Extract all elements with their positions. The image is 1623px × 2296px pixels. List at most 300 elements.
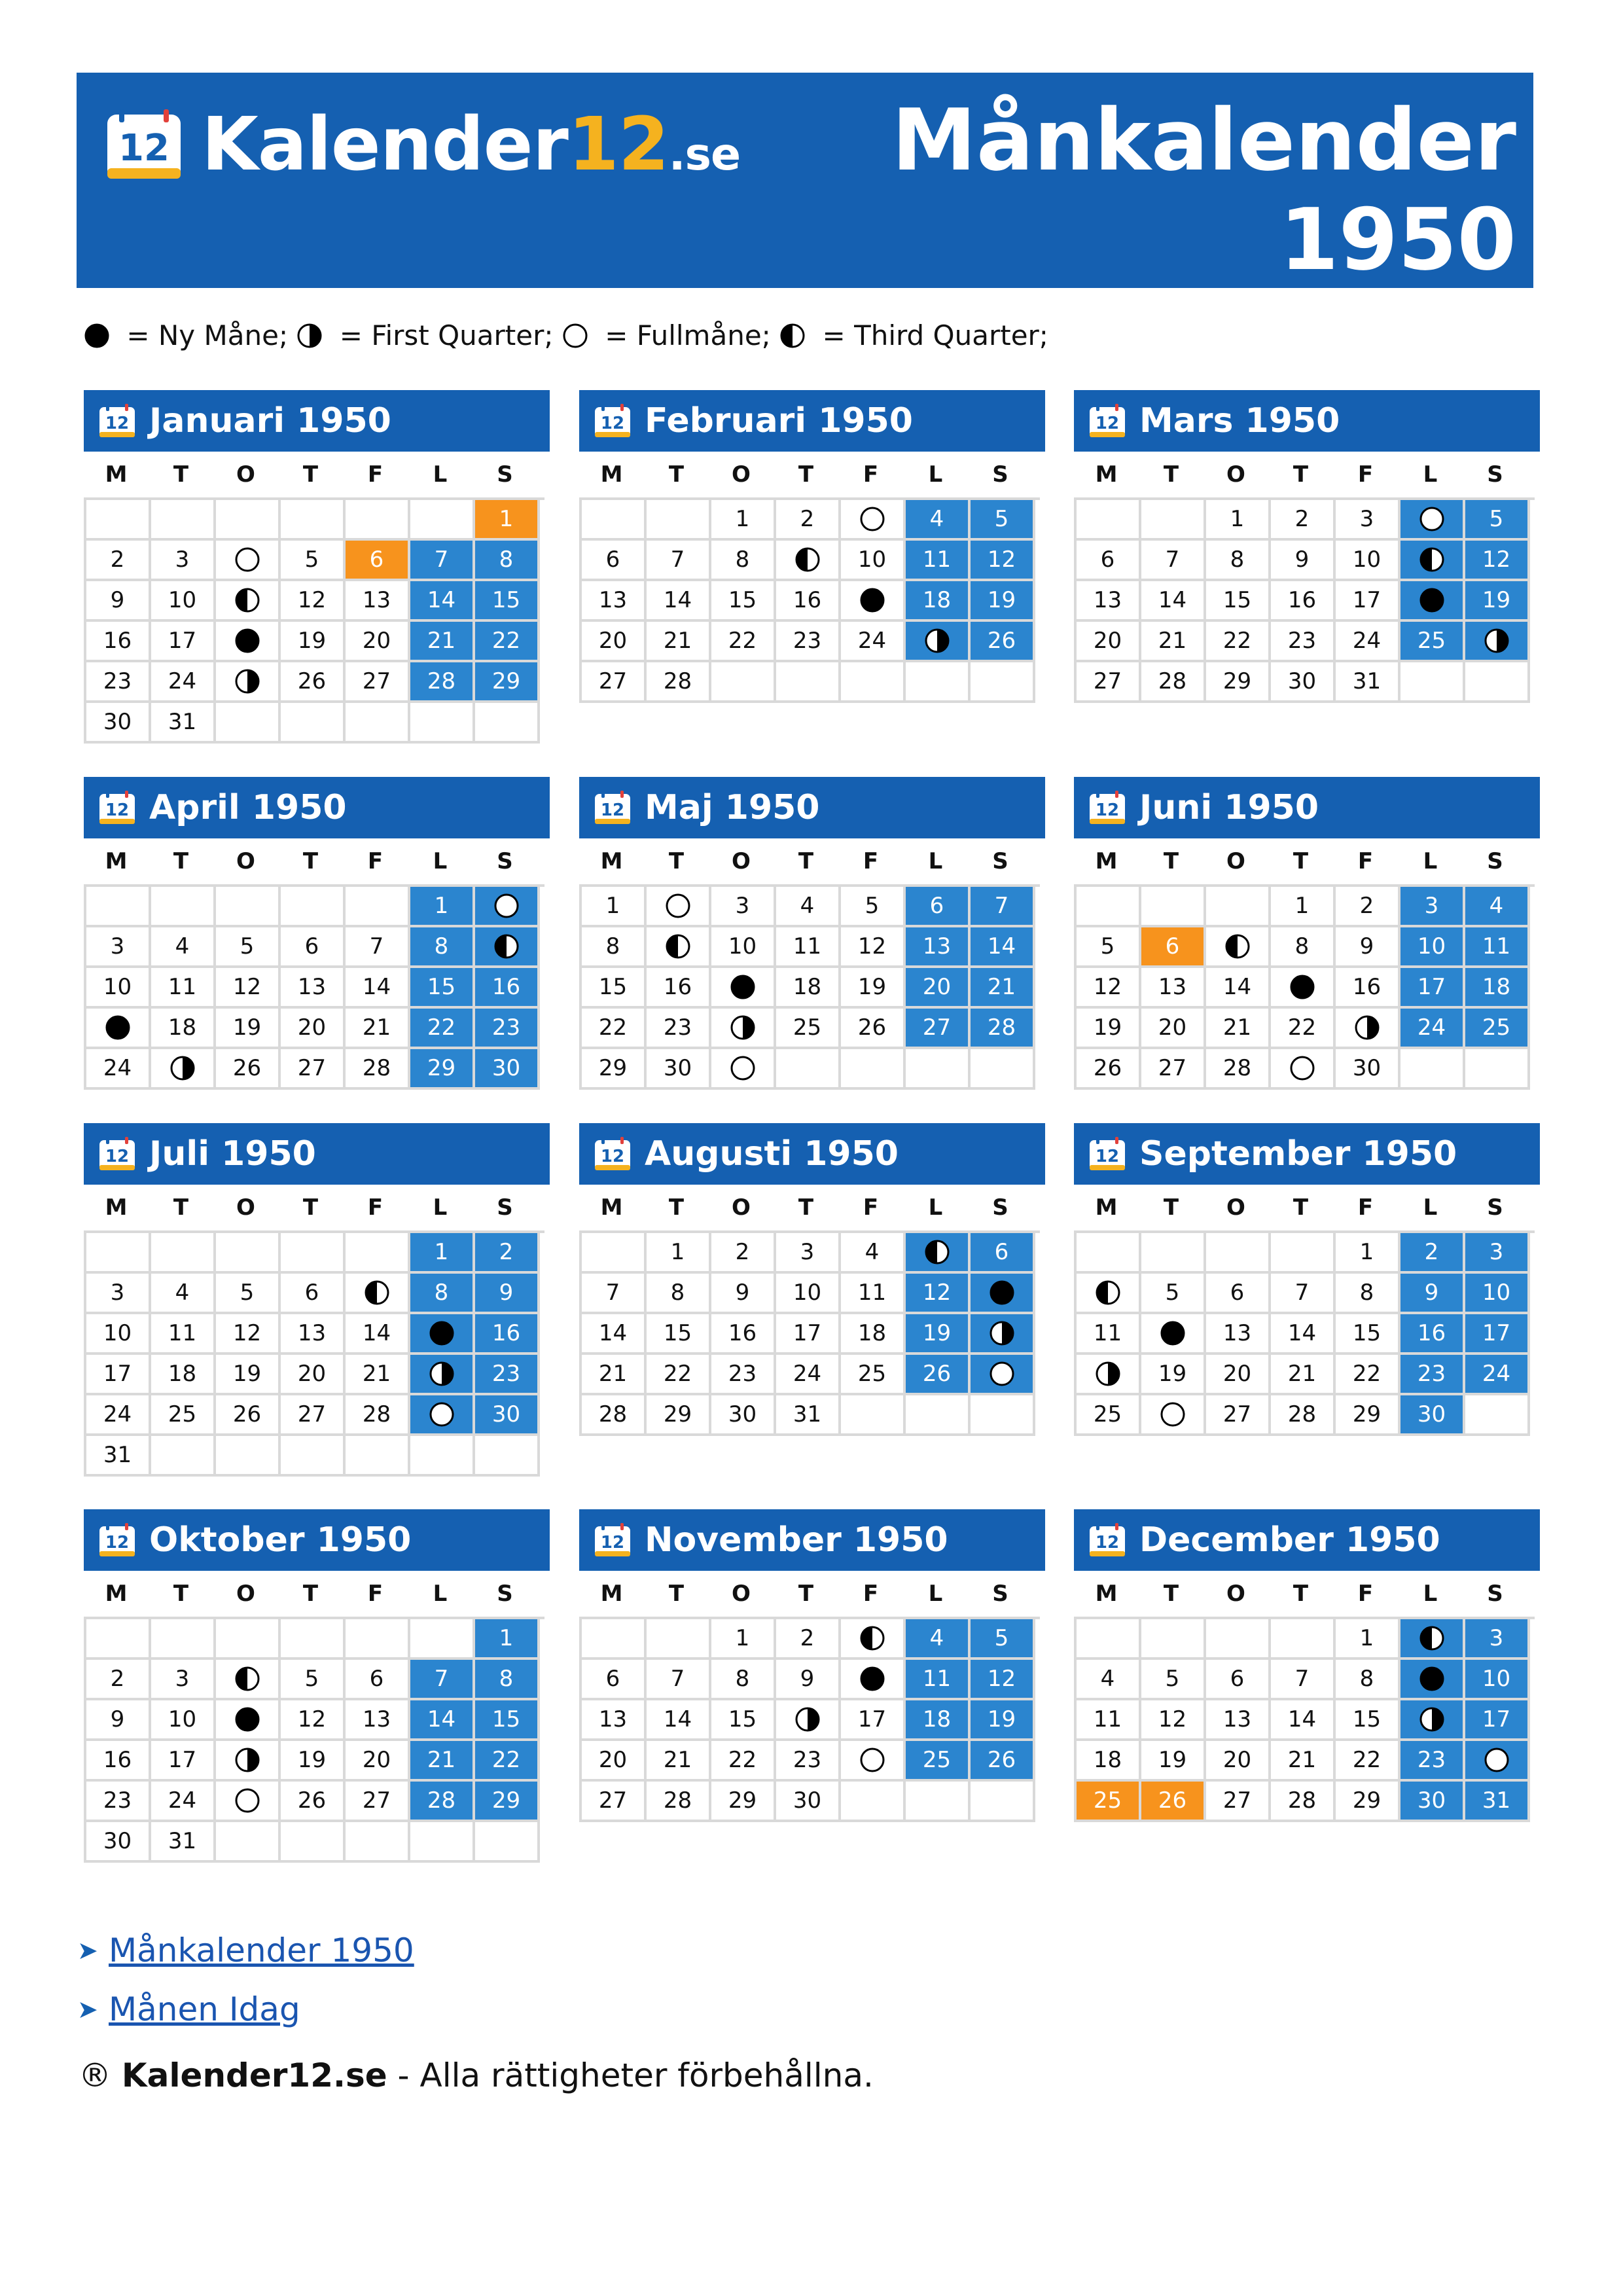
third-quarter-icon — [1400, 1619, 1465, 1660]
day-cell: 24 — [776, 1355, 841, 1395]
day-cell: 12 — [1465, 541, 1530, 581]
month-header — [1074, 777, 1540, 838]
full-moon-icon — [216, 541, 281, 581]
weekday-header — [1074, 838, 1532, 884]
weekday-label: S — [992, 848, 1008, 874]
weekday-label: F — [1357, 848, 1374, 874]
weekday-label: M — [600, 848, 623, 874]
calendar-icon — [98, 403, 136, 439]
empty-cell — [216, 500, 281, 541]
day-cell: 9 — [86, 581, 151, 622]
day-cell: 8 — [711, 541, 776, 581]
svg-text:12: 12 — [1095, 414, 1120, 433]
empty-cell — [776, 662, 841, 703]
empty-cell — [216, 887, 281, 927]
weekday-label: O — [236, 1581, 255, 1607]
day-cell: 14 — [1271, 1314, 1336, 1355]
day-cell: 10 — [711, 927, 776, 968]
link-manen-idag-text[interactable]: Månen Idag — [109, 1990, 300, 2028]
day-cell: 13 — [1077, 581, 1141, 622]
month-title: November 1950 — [645, 1520, 948, 1560]
day-cell: 10 — [151, 581, 216, 622]
day-grid — [1074, 884, 1535, 1090]
day-cell: 20 — [1206, 1741, 1271, 1782]
day-cell: 7 — [1271, 1274, 1336, 1314]
new-moon-icon — [86, 1009, 151, 1049]
empty-cell — [410, 1619, 475, 1660]
day-grid — [1074, 1617, 1535, 1822]
empty-cell — [971, 1782, 1035, 1822]
day-cell: 2 — [475, 1233, 540, 1274]
day-cell: 24 — [1336, 622, 1400, 662]
day-cell: 31 — [151, 1822, 216, 1863]
new-moon-icon — [841, 581, 906, 622]
calendar-icon — [1088, 790, 1126, 825]
empty-cell — [1141, 500, 1206, 541]
full-moon-icon — [410, 1395, 475, 1436]
day-cell: 4 — [841, 1233, 906, 1274]
weekday-label: O — [236, 1194, 255, 1221]
day-cell: 1 — [647, 1233, 711, 1274]
first-quarter-icon — [776, 1700, 841, 1741]
day-cell: 13 — [582, 1700, 647, 1741]
third-quarter-icon — [346, 1274, 410, 1314]
day-cell: 21 — [1206, 1009, 1271, 1049]
day-cell: 15 — [711, 1700, 776, 1741]
weekday-label: T — [668, 1581, 685, 1607]
empty-cell — [841, 1782, 906, 1822]
day-grid — [84, 884, 544, 1090]
day-cell: 23 — [1400, 1355, 1465, 1395]
day-cell: 5 — [971, 500, 1035, 541]
day-cell: 10 — [1400, 927, 1465, 968]
empty-cell — [281, 1436, 346, 1477]
day-cell: 8 — [410, 1274, 475, 1314]
day-cell: 4 — [906, 500, 971, 541]
day-cell: 27 — [1077, 662, 1141, 703]
month-header — [579, 777, 1045, 838]
empty-cell — [281, 887, 346, 927]
day-cell: 17 — [1336, 581, 1400, 622]
month-11 — [579, 1509, 1045, 1822]
svg-text:12: 12 — [600, 1147, 625, 1166]
day-cell: 3 — [86, 1274, 151, 1314]
weekday-header — [84, 452, 542, 497]
day-cell: 28 — [647, 1782, 711, 1822]
new-moon-icon — [1271, 968, 1336, 1009]
link-manen-idag[interactable] — [77, 1980, 414, 2039]
day-cell: 7 — [647, 541, 711, 581]
day-cell: 14 — [346, 1314, 410, 1355]
month-4 — [84, 777, 550, 1090]
day-cell: 5 — [216, 1274, 281, 1314]
weekday-label: T — [798, 461, 814, 488]
legend-item — [296, 319, 562, 351]
day-cell: 15 — [647, 1314, 711, 1355]
day-cell: 21 — [346, 1355, 410, 1395]
day-cell: 6 — [1206, 1274, 1271, 1314]
month-header — [1074, 1123, 1540, 1185]
weekday-label: F — [863, 1581, 879, 1607]
day-cell: 1 — [711, 1619, 776, 1660]
day-cell: 17 — [151, 1741, 216, 1782]
weekday-label: T — [302, 1194, 319, 1221]
empty-cell — [281, 703, 346, 744]
day-cell: 11 — [1465, 927, 1530, 968]
empty-cell — [1465, 1049, 1530, 1090]
day-cell: 29 — [647, 1395, 711, 1436]
day-cell: 5 — [1465, 500, 1530, 541]
day-grid — [1074, 1230, 1535, 1436]
weekday-label: M — [105, 848, 128, 874]
third-quarter-icon — [1077, 1274, 1141, 1314]
day-cell: 28 — [1271, 1395, 1336, 1436]
empty-cell — [582, 1619, 647, 1660]
day-cell: 28 — [582, 1395, 647, 1436]
weekday-label: F — [863, 1194, 879, 1221]
empty-cell — [1465, 1395, 1530, 1436]
day-cell: 14 — [971, 927, 1035, 968]
empty-cell — [216, 1233, 281, 1274]
month-title: Februari 1950 — [645, 401, 913, 440]
month-header — [579, 390, 1045, 452]
weekday-header — [1074, 452, 1532, 497]
day-cell: 10 — [1465, 1660, 1530, 1700]
day-cell: 20 — [1141, 1009, 1206, 1049]
calendar-icon — [1088, 1136, 1126, 1172]
weekday-header — [579, 1185, 1037, 1230]
legend-label: = Ny Måne; — [118, 319, 297, 351]
empty-cell — [1465, 662, 1530, 703]
month-header — [84, 1123, 550, 1185]
month-9 — [1074, 1123, 1540, 1436]
month-1 — [84, 390, 550, 744]
day-cell: 4 — [1465, 887, 1530, 927]
weekday-label: M — [105, 461, 128, 488]
weekday-label: F — [1357, 1581, 1374, 1607]
day-cell: 25 — [1077, 1782, 1141, 1822]
weekday-label: S — [1487, 848, 1503, 874]
weekday-label: S — [992, 1581, 1008, 1607]
day-cell: 16 — [475, 968, 540, 1009]
day-cell: 2 — [1336, 887, 1400, 927]
calendar-icon — [594, 1522, 632, 1558]
day-cell: 14 — [346, 968, 410, 1009]
weekday-label: L — [928, 461, 943, 488]
first-quarter-icon — [1336, 1009, 1400, 1049]
weekday-label: L — [1423, 1194, 1438, 1221]
new-moon-icon — [84, 323, 110, 349]
day-cell: 19 — [1465, 581, 1530, 622]
empty-cell — [1271, 1619, 1336, 1660]
day-cell: 24 — [1465, 1355, 1530, 1395]
month-title: Mars 1950 — [1139, 401, 1340, 440]
first-quarter-icon — [410, 1355, 475, 1395]
empty-cell — [582, 1233, 647, 1274]
day-cell: 3 — [151, 1660, 216, 1700]
new-moon-icon — [711, 968, 776, 1009]
day-cell: 30 — [475, 1049, 540, 1090]
day-cell: 19 — [1077, 1009, 1141, 1049]
day-cell: 16 — [86, 622, 151, 662]
empty-cell — [216, 703, 281, 744]
weekday-label: M — [1095, 848, 1118, 874]
weekday-label: T — [1163, 1581, 1179, 1607]
empty-cell — [906, 1049, 971, 1090]
day-cell: 3 — [1400, 887, 1465, 927]
day-cell: 19 — [971, 581, 1035, 622]
day-cell: 16 — [1400, 1314, 1465, 1355]
day-cell: 16 — [711, 1314, 776, 1355]
day-cell: 7 — [1271, 1660, 1336, 1700]
day-cell: 17 — [776, 1314, 841, 1355]
weekday-label: S — [1487, 461, 1503, 488]
weekday-label: S — [497, 1194, 513, 1221]
day-grid — [579, 1230, 1040, 1436]
empty-cell — [410, 500, 475, 541]
day-cell: 30 — [1400, 1782, 1465, 1822]
day-cell: 8 — [475, 541, 540, 581]
day-cell: 29 — [1206, 662, 1271, 703]
svg-text:12: 12 — [105, 414, 130, 433]
new-moon-icon — [216, 1700, 281, 1741]
day-cell: 14 — [582, 1314, 647, 1355]
full-moon-icon — [841, 500, 906, 541]
empty-cell — [1271, 1233, 1336, 1274]
weekday-label: F — [863, 461, 879, 488]
day-cell: 30 — [86, 1822, 151, 1863]
day-cell: 21 — [410, 622, 475, 662]
day-cell: 17 — [1465, 1314, 1530, 1355]
day-cell: 22 — [1206, 622, 1271, 662]
day-cell: 16 — [1271, 581, 1336, 622]
weekday-label: O — [732, 1581, 751, 1607]
empty-cell — [151, 500, 216, 541]
day-cell: 4 — [1077, 1660, 1141, 1700]
weekday-label: M — [1095, 461, 1118, 488]
empty-cell — [151, 1436, 216, 1477]
day-cell: 6 — [1206, 1660, 1271, 1700]
day-cell: 28 — [1271, 1782, 1336, 1822]
day-cell: 11 — [151, 968, 216, 1009]
day-cell: 31 — [86, 1436, 151, 1477]
weekday-label: L — [1423, 461, 1438, 488]
day-cell: 24 — [841, 622, 906, 662]
full-moon-icon — [647, 887, 711, 927]
new-moon-icon — [1400, 1660, 1465, 1700]
svg-text:12: 12 — [105, 1147, 130, 1166]
day-cell: 15 — [711, 581, 776, 622]
day-cell: 20 — [582, 1741, 647, 1782]
day-cell: 1 — [582, 887, 647, 927]
day-cell: 23 — [475, 1355, 540, 1395]
day-cell: 28 — [1206, 1049, 1271, 1090]
day-cell: 17 — [1400, 968, 1465, 1009]
day-cell: 11 — [151, 1314, 216, 1355]
full-moon-icon — [841, 1741, 906, 1782]
day-cell: 18 — [1465, 968, 1530, 1009]
day-cell: 22 — [582, 1009, 647, 1049]
day-cell: 7 — [647, 1660, 711, 1700]
day-cell: 28 — [346, 1395, 410, 1436]
empty-cell — [346, 1436, 410, 1477]
day-cell: 5 — [281, 541, 346, 581]
day-cell: 20 — [281, 1009, 346, 1049]
day-cell: 25 — [841, 1355, 906, 1395]
day-cell: 26 — [1077, 1049, 1141, 1090]
full-moon-icon — [562, 323, 588, 349]
weekday-label: T — [173, 1194, 189, 1221]
day-cell: 30 — [1336, 1049, 1400, 1090]
weekday-label: S — [992, 1194, 1008, 1221]
site-logo[interactable] — [105, 102, 741, 187]
day-cell: 17 — [1465, 1700, 1530, 1741]
day-cell: 8 — [647, 1274, 711, 1314]
day-cell: 4 — [776, 887, 841, 927]
day-cell: 24 — [1400, 1009, 1465, 1049]
day-cell: 31 — [151, 703, 216, 744]
day-cell: 15 — [582, 968, 647, 1009]
day-cell: 13 — [281, 968, 346, 1009]
empty-cell — [1400, 662, 1465, 703]
day-cell: 21 — [647, 622, 711, 662]
empty-cell — [1077, 1233, 1141, 1274]
day-cell: 28 — [647, 662, 711, 703]
empty-cell — [346, 1619, 410, 1660]
day-cell: 15 — [1336, 1314, 1400, 1355]
day-cell: 23 — [647, 1009, 711, 1049]
day-cell: 27 — [1206, 1782, 1271, 1822]
day-cell: 5 — [1077, 927, 1141, 968]
weekday-label: L — [433, 1581, 448, 1607]
day-cell: 19 — [1141, 1741, 1206, 1782]
day-cell: 8 — [1336, 1660, 1400, 1700]
day-cell: 6 — [1077, 541, 1141, 581]
month-title: Juli 1950 — [149, 1134, 316, 1174]
calendar-icon — [98, 1522, 136, 1558]
month-7 — [84, 1123, 550, 1477]
day-cell: 27 — [906, 1009, 971, 1049]
weekday-label: O — [1226, 1581, 1245, 1607]
day-cell: 8 — [475, 1660, 540, 1700]
empty-cell — [281, 1233, 346, 1274]
day-cell: 21 — [582, 1355, 647, 1395]
weekday-label: T — [798, 1581, 814, 1607]
day-cell: 25 — [1400, 622, 1465, 662]
title-line-1: Månkalender — [891, 90, 1516, 190]
full-moon-icon — [1465, 1741, 1530, 1782]
day-cell: 4 — [906, 1619, 971, 1660]
day-cell: 19 — [1141, 1355, 1206, 1395]
day-cell: 14 — [1141, 581, 1206, 622]
day-cell: 5 — [281, 1660, 346, 1700]
weekday-label: O — [732, 461, 751, 488]
new-moon-icon — [841, 1660, 906, 1700]
day-cell: 28 — [410, 662, 475, 703]
day-cell: 13 — [346, 581, 410, 622]
empty-cell — [346, 1822, 410, 1863]
day-cell: 23 — [711, 1355, 776, 1395]
day-cell: 20 — [281, 1355, 346, 1395]
weekday-label: T — [173, 848, 189, 874]
day-cell: 10 — [841, 541, 906, 581]
link-mankalender[interactable] — [77, 1921, 414, 1980]
empty-cell — [410, 703, 475, 744]
arrow-right-icon: ➤ — [77, 1936, 98, 1965]
day-cell: 29 — [582, 1049, 647, 1090]
day-cell: 19 — [281, 1741, 346, 1782]
full-moon-icon — [216, 1782, 281, 1822]
day-cell: 22 — [1271, 1009, 1336, 1049]
new-moon-icon — [971, 1274, 1035, 1314]
weekday-label: O — [1226, 1194, 1245, 1221]
day-grid — [1074, 497, 1535, 703]
third-quarter-icon — [1400, 541, 1465, 581]
related-links — [77, 1921, 414, 2039]
day-cell: 6 — [971, 1233, 1035, 1274]
empty-cell — [906, 1782, 971, 1822]
day-cell: 13 — [1206, 1314, 1271, 1355]
day-cell: 13 — [906, 927, 971, 968]
day-cell: 26 — [1141, 1782, 1206, 1822]
day-cell: 29 — [410, 1049, 475, 1090]
weekday-label: T — [302, 461, 319, 488]
day-cell: 23 — [475, 1009, 540, 1049]
weekday-label: M — [105, 1194, 128, 1221]
weekday-label: F — [863, 848, 879, 874]
legend-label: = First Quarter; — [330, 319, 562, 351]
day-cell: 2 — [1271, 500, 1336, 541]
link-mankalender-text[interactable]: Månkalender 1950 — [109, 1931, 414, 1969]
empty-cell — [1141, 1233, 1206, 1274]
weekday-label: T — [1293, 461, 1309, 488]
day-cell: 6 — [281, 927, 346, 968]
weekday-label: L — [928, 1194, 943, 1221]
day-cell: 5 — [971, 1619, 1035, 1660]
day-cell: 14 — [647, 581, 711, 622]
day-cell: 1 — [410, 1233, 475, 1274]
day-grid — [579, 497, 1040, 703]
day-cell: 14 — [410, 581, 475, 622]
day-cell: 12 — [216, 1314, 281, 1355]
weekday-label: S — [1487, 1194, 1503, 1221]
weekday-label: O — [236, 461, 255, 488]
day-cell: 19 — [841, 968, 906, 1009]
day-cell: 6 — [582, 1660, 647, 1700]
day-cell: 25 — [1465, 1009, 1530, 1049]
day-cell: 30 — [1271, 662, 1336, 703]
weekday-label: O — [1226, 848, 1245, 874]
weekday-label: F — [1357, 1194, 1374, 1221]
month-header — [1074, 390, 1540, 452]
weekday-label: M — [600, 1581, 623, 1607]
first-quarter-icon — [1465, 622, 1530, 662]
month-header — [1074, 1509, 1540, 1571]
weekday-label: L — [1423, 848, 1438, 874]
day-cell: 26 — [281, 662, 346, 703]
day-cell: 8 — [1336, 1274, 1400, 1314]
day-cell: 6 — [281, 1274, 346, 1314]
weekday-label: F — [367, 461, 383, 488]
day-cell: 2 — [776, 1619, 841, 1660]
month-10 — [84, 1509, 550, 1863]
day-cell: 3 — [776, 1233, 841, 1274]
first-quarter-icon — [296, 323, 323, 349]
weekday-label: F — [367, 848, 383, 874]
page-title — [892, 90, 1516, 289]
month-3 — [1074, 390, 1540, 703]
day-cell: 29 — [475, 1782, 540, 1822]
